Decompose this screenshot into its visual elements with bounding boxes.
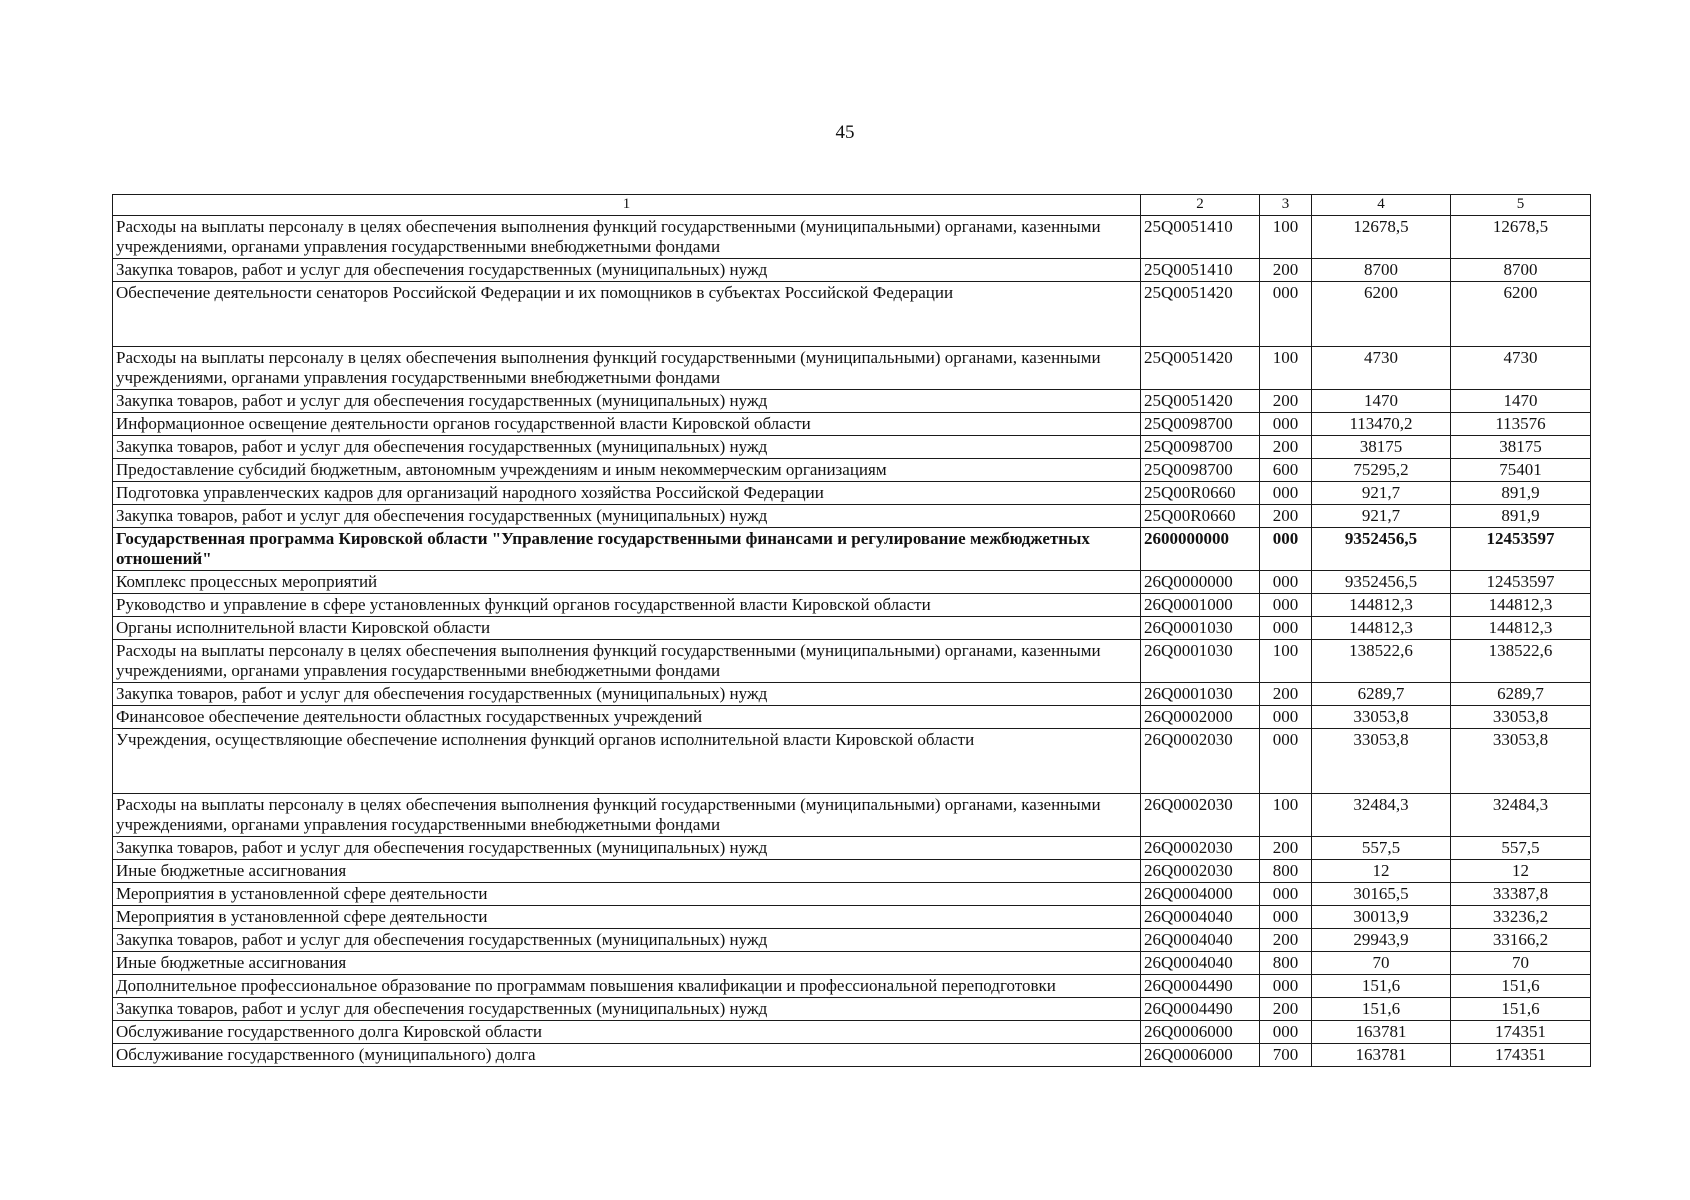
table-row [113,259,1591,282]
row-value-col4-cell: 33053,8 [1312,729,1451,794]
row-code-cell: 26Q0002000 [1141,706,1260,729]
row-code-cell: 25Q0098700 [1141,459,1260,482]
row-kvr-cell: 100 [1260,640,1312,683]
row-value-col4-cell: 8700 [1312,259,1451,282]
row-name-cell: Подготовка управленческих кадров для организаций народного хозяйства Российской Федерации [113,482,1141,505]
table-row [113,975,1591,998]
row-name-cell: Закупка товаров, работ и услуг для обеспечения государственных (муниципальных) нужд [113,505,1141,528]
row-name-cell: Закупка товаров, работ и услуг для обеспечения государственных (муниципальных) нужд [113,837,1141,860]
table-row [113,860,1591,883]
row-value-col4-cell: 144812,3 [1312,617,1451,640]
row-kvr-cell: 000 [1260,617,1312,640]
row-value-col5-cell: 12 [1451,860,1591,883]
table-row [113,1044,1591,1067]
row-kvr-cell: 200 [1260,390,1312,413]
table-row [113,929,1591,952]
row-name-cell: Органы исполнительной власти Кировской области [113,617,1141,640]
row-code-cell: 25Q00R0660 [1141,482,1260,505]
table-body [113,216,1591,1067]
row-code-cell: 26Q0001030 [1141,683,1260,706]
row-value-col5-cell: 144812,3 [1451,617,1591,640]
row-value-col5-cell: 70 [1451,952,1591,975]
row-kvr-cell: 200 [1260,436,1312,459]
row-code-cell: 26Q0002030 [1141,860,1260,883]
table-row [113,794,1591,837]
row-value-col4-cell: 138522,6 [1312,640,1451,683]
row-name-cell: Государственная программа Кировской области "Управление государственными финансами и регулирование межбюджетных отношений" [113,528,1141,571]
row-code-cell: 26Q0006000 [1141,1021,1260,1044]
row-value-col4-cell: 32484,3 [1312,794,1451,837]
row-kvr-cell: 700 [1260,1044,1312,1067]
row-name-cell: Предоставление субсидий бюджетным, автономным учреждениям и иным некоммерческим организациям [113,459,1141,482]
row-value-col4-cell: 9352456,5 [1312,528,1451,571]
table-row [113,952,1591,975]
row-value-col5-cell: 6289,7 [1451,683,1591,706]
row-value-col5-cell: 33053,8 [1451,729,1591,794]
row-value-col4-cell: 12 [1312,860,1451,883]
row-value-col5-cell: 144812,3 [1451,594,1591,617]
row-code-cell: 26Q0002030 [1141,729,1260,794]
table-row [113,216,1591,259]
row-name-cell: Иные бюджетные ассигнования [113,860,1141,883]
row-code-cell: 25Q0051420 [1141,282,1260,347]
table-row [113,390,1591,413]
row-value-col5-cell: 151,6 [1451,975,1591,998]
row-name-cell: Мероприятия в установленной сфере деятельности [113,883,1141,906]
row-value-col4-cell: 30165,5 [1312,883,1451,906]
header-col-4: 4 [1312,195,1451,216]
row-kvr-cell: 100 [1260,794,1312,837]
budget-table [112,194,1591,1067]
row-value-col5-cell: 33387,8 [1451,883,1591,906]
row-name-cell: Расходы на выплаты персоналу в целях обеспечения выполнения функций государственными (муниципальными) органами, казенными учреждениями, органами управления государственными внебюджетными фондами [113,347,1141,390]
row-code-cell: 26Q0004040 [1141,952,1260,975]
row-name-cell: Закупка товаров, работ и услуг для обеспечения государственных (муниципальных) нужд [113,436,1141,459]
row-name-cell: Закупка товаров, работ и услуг для обеспечения государственных (муниципальных) нужд [113,998,1141,1021]
row-kvr-cell: 000 [1260,571,1312,594]
table-row [113,617,1591,640]
row-kvr-cell: 200 [1260,837,1312,860]
header-col-3: 3 [1260,195,1312,216]
row-name-cell: Учреждения, осуществляющие обеспечение исполнения функций органов исполнительной власти Кировской области [113,729,1141,794]
row-name-cell: Расходы на выплаты персоналу в целях обеспечения выполнения функций государственными (муниципальными) органами, казенными учреждениями, органами управления государственными внебюджетными фондами [113,640,1141,683]
row-value-col5-cell: 33166,2 [1451,929,1591,952]
row-code-cell: 26Q0001030 [1141,640,1260,683]
header-col-1: 1 [113,195,1141,216]
row-name-cell: Обеспечение деятельности сенаторов Российской Федерации и их помощников в субъектах Российской Федерации [113,282,1141,347]
row-kvr-cell: 800 [1260,952,1312,975]
page-number: 45 [835,122,855,143]
table-row [113,436,1591,459]
row-kvr-cell: 200 [1260,683,1312,706]
table-row [113,505,1591,528]
table-row [113,998,1591,1021]
row-value-col4-cell: 4730 [1312,347,1451,390]
row-value-col5-cell: 138522,6 [1451,640,1591,683]
row-kvr-cell: 000 [1260,594,1312,617]
row-value-col5-cell: 33053,8 [1451,706,1591,729]
row-code-cell: 26Q0004490 [1141,998,1260,1021]
row-code-cell: 26Q0002030 [1141,837,1260,860]
table-row [113,594,1591,617]
row-value-col4-cell: 163781 [1312,1021,1451,1044]
row-value-col4-cell: 12678,5 [1312,216,1451,259]
row-value-col5-cell: 6200 [1451,282,1591,347]
row-value-col4-cell: 30013,9 [1312,906,1451,929]
row-value-col4-cell: 33053,8 [1312,706,1451,729]
row-value-col5-cell: 12453597 [1451,528,1591,571]
row-value-col5-cell: 12453597 [1451,571,1591,594]
row-value-col5-cell: 12678,5 [1451,216,1591,259]
row-code-cell: 26Q0006000 [1141,1044,1260,1067]
row-code-cell: 26Q0001000 [1141,594,1260,617]
row-kvr-cell: 200 [1260,998,1312,1021]
table-row [113,482,1591,505]
table-row [113,906,1591,929]
row-name-cell: Информационное освещение деятельности органов государственной власти Кировской области [113,413,1141,436]
row-code-cell: 25Q0098700 [1141,413,1260,436]
row-kvr-cell: 800 [1260,860,1312,883]
row-name-cell: Обслуживание государственного долга Кировской области [113,1021,1141,1044]
row-value-col4-cell: 1470 [1312,390,1451,413]
table-row [113,347,1591,390]
header-col-2: 2 [1141,195,1260,216]
row-value-col5-cell: 891,9 [1451,505,1591,528]
row-code-cell: 25Q0051410 [1141,216,1260,259]
row-value-col4-cell: 921,7 [1312,505,1451,528]
row-kvr-cell: 000 [1260,706,1312,729]
row-kvr-cell: 000 [1260,413,1312,436]
row-code-cell: 25Q0051420 [1141,347,1260,390]
table-row [113,1021,1591,1044]
row-name-cell: Закупка товаров, работ и услуг для обеспечения государственных (муниципальных) нужд [113,259,1141,282]
row-name-cell: Руководство и управление в сфере установленных функций органов государственной власти Кировской области [113,594,1141,617]
row-kvr-cell: 000 [1260,1021,1312,1044]
row-value-col5-cell: 113576 [1451,413,1591,436]
row-code-cell: 26Q0004040 [1141,929,1260,952]
row-code-cell: 2600000000 [1141,528,1260,571]
row-value-col4-cell: 9352456,5 [1312,571,1451,594]
row-name-cell: Закупка товаров, работ и услуг для обеспечения государственных (муниципальных) нужд [113,683,1141,706]
row-value-col4-cell: 144812,3 [1312,594,1451,617]
row-value-col4-cell: 113470,2 [1312,413,1451,436]
table-row [113,683,1591,706]
row-kvr-cell: 000 [1260,975,1312,998]
row-value-col5-cell: 38175 [1451,436,1591,459]
row-code-cell: 26Q0004000 [1141,883,1260,906]
row-kvr-cell: 000 [1260,906,1312,929]
table-row [113,459,1591,482]
table-row [113,706,1591,729]
row-value-col5-cell: 75401 [1451,459,1591,482]
row-value-col4-cell: 75295,2 [1312,459,1451,482]
table-row [113,729,1591,794]
row-kvr-cell: 000 [1260,729,1312,794]
row-kvr-cell: 200 [1260,929,1312,952]
row-value-col5-cell: 151,6 [1451,998,1591,1021]
row-name-cell: Иные бюджетные ассигнования [113,952,1141,975]
table-row [113,640,1591,683]
row-code-cell: 25Q00R0660 [1141,505,1260,528]
row-value-col4-cell: 29943,9 [1312,929,1451,952]
row-name-cell: Расходы на выплаты персоналу в целях обеспечения выполнения функций государственными (муниципальными) органами, казенными учреждениями, органами управления государственными внебюджетными фондами [113,216,1141,259]
row-code-cell: 26Q0000000 [1141,571,1260,594]
row-value-col5-cell: 557,5 [1451,837,1591,860]
row-value-col4-cell: 70 [1312,952,1451,975]
row-kvr-cell: 100 [1260,216,1312,259]
row-code-cell: 26Q0004040 [1141,906,1260,929]
row-kvr-cell: 200 [1260,259,1312,282]
table-row [113,837,1591,860]
row-value-col4-cell: 163781 [1312,1044,1451,1067]
row-code-cell: 25Q0051420 [1141,390,1260,413]
row-kvr-cell: 000 [1260,282,1312,347]
row-name-cell: Расходы на выплаты персоналу в целях обеспечения выполнения функций государственными (муниципальными) органами, казенными учреждениями, органами управления государственными внебюджетными фондами [113,794,1141,837]
row-value-col4-cell: 151,6 [1312,998,1451,1021]
row-value-col5-cell: 33236,2 [1451,906,1591,929]
row-kvr-cell: 000 [1260,883,1312,906]
row-code-cell: 26Q0002030 [1141,794,1260,837]
row-value-col5-cell: 32484,3 [1451,794,1591,837]
row-value-col4-cell: 151,6 [1312,975,1451,998]
row-value-col5-cell: 1470 [1451,390,1591,413]
row-value-col5-cell: 4730 [1451,347,1591,390]
row-kvr-cell: 200 [1260,505,1312,528]
row-value-col4-cell: 557,5 [1312,837,1451,860]
row-kvr-cell: 000 [1260,482,1312,505]
row-name-cell: Дополнительное профессиональное образование по программам повышения квалификации и профессиональной переподготовки [113,975,1141,998]
table-row [113,571,1591,594]
row-value-col4-cell: 6289,7 [1312,683,1451,706]
table-row [113,282,1591,347]
row-value-col5-cell: 174351 [1451,1044,1591,1067]
row-value-col4-cell: 38175 [1312,436,1451,459]
row-value-col5-cell: 8700 [1451,259,1591,282]
header-row [113,195,1591,216]
header-col-5: 5 [1451,195,1591,216]
row-code-cell: 25Q0098700 [1141,436,1260,459]
table-row [113,413,1591,436]
row-kvr-cell: 000 [1260,528,1312,571]
row-name-cell: Закупка товаров, работ и услуг для обеспечения государственных (муниципальных) нужд [113,929,1141,952]
row-name-cell: Финансовое обеспечение деятельности областных государственных учреждений [113,706,1141,729]
table-row [113,528,1591,571]
row-name-cell: Обслуживание государственного (муниципального) долга [113,1044,1141,1067]
row-code-cell: 25Q0051410 [1141,259,1260,282]
table-row [113,883,1591,906]
row-name-cell: Закупка товаров, работ и услуг для обеспечения государственных (муниципальных) нужд [113,390,1141,413]
row-value-col5-cell: 174351 [1451,1021,1591,1044]
row-code-cell: 26Q0001030 [1141,617,1260,640]
row-value-col4-cell: 921,7 [1312,482,1451,505]
row-kvr-cell: 600 [1260,459,1312,482]
row-name-cell: Мероприятия в установленной сфере деятельности [113,906,1141,929]
row-value-col4-cell: 6200 [1312,282,1451,347]
row-kvr-cell: 100 [1260,347,1312,390]
row-value-col5-cell: 891,9 [1451,482,1591,505]
row-name-cell: Комплекс процессных мероприятий [113,571,1141,594]
row-code-cell: 26Q0004490 [1141,975,1260,998]
